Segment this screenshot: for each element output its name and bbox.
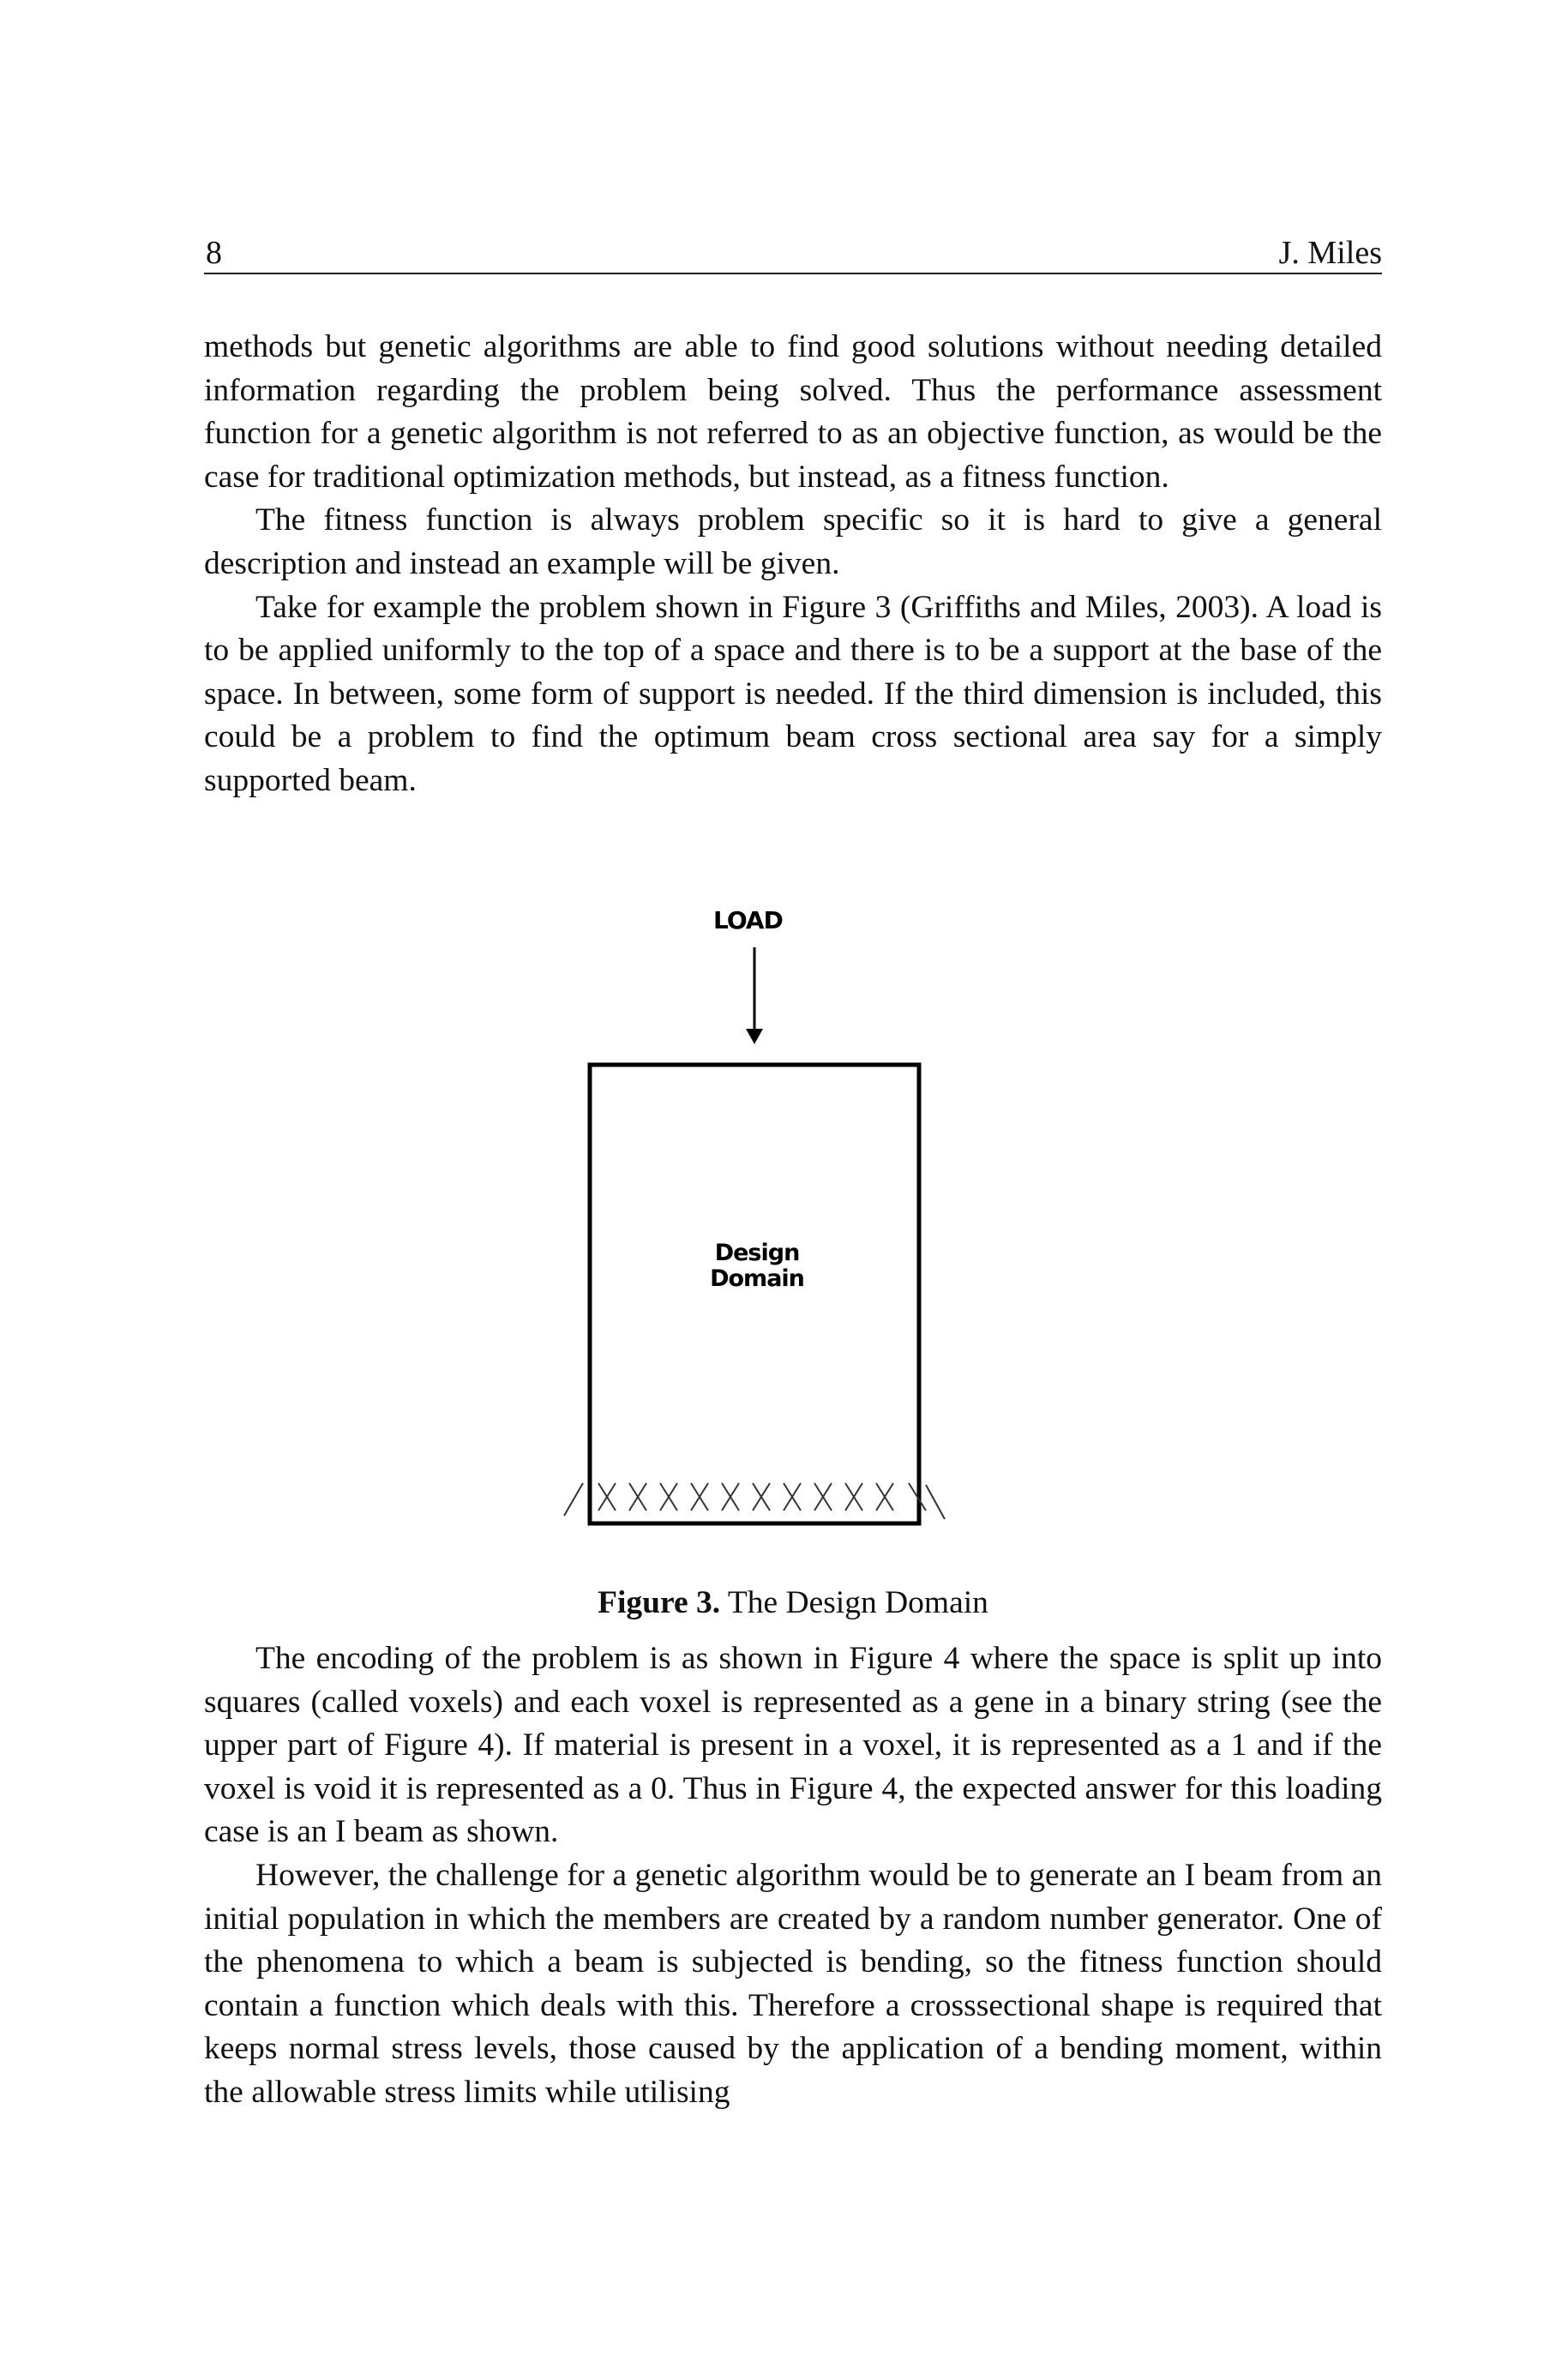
caption-number: Figure 3. (598, 1585, 721, 1620)
running-author: J. Miles (1278, 235, 1382, 271)
caption-text: The Design Domain (727, 1585, 988, 1620)
paragraph: However, the challenge for a genetic algorithm would be to generate an I beam from an initial population in which the members are created by a random number generator. One of the phenomena to which a beam is subjected is bending, so the fitness function should contain a function which deals with this. Therefore a crosssectional shape is required that keeps normal stress levels, those caused by the application of a bending moment, within the allowable stress limits while utilising (204, 1857, 1382, 2110)
body-text-top (204, 326, 1382, 803)
running-header (204, 233, 1382, 274)
design-domain-label-line: Domain (710, 1265, 804, 1292)
paragraph: The fitness function is always problem specific so it is hard to give a general description and instead an example will be given. (204, 502, 1382, 581)
body-text-bottom (204, 1637, 1382, 2115)
design-domain-label (701, 1241, 813, 1292)
design-domain-diagram (549, 900, 960, 1535)
page-number: 8 (206, 235, 222, 271)
paragraph: Take for example the problem shown in Figure 3 (Griffiths and Miles, 2003). A load is to be applied uniformly to the top of a space and there is to be a support at the base of the space. In between, some form of support is needed. If the third dimension is included, this could be a problem to find the optimum beam cross sectional area say for a simply supported beam. (204, 589, 1382, 798)
paragraph: methods but genetic algorithms are able to find good solutions without needing detailed information regarding the problem being solved. Thus the performance assessment function for a genetic algorithm is not referred to as an objective function, as would be the case for traditional optimization methods, but instead, as a fitness function. (204, 329, 1382, 495)
support-hatching (564, 1483, 945, 1519)
load-arrow-head-icon (746, 1029, 763, 1044)
figure-caption (204, 1582, 1382, 1625)
load-label: LOAD (713, 906, 783, 934)
figure-design-domain (549, 900, 960, 1535)
design-domain-label-line: Design (714, 1240, 800, 1266)
design-domain-box (590, 1065, 919, 1523)
paragraph: The encoding of the problem is as shown in Figure 4 where the space is split up into squares (called voxels) and each voxel is represented as a gene in a binary string (see the upper part of Figure 4). If material is present in a voxel, it is represented as a 1 and if the voxel is void it is represented as a 0. Thus in Figure 4, the expected answer for this loading case is an I beam as shown. (204, 1641, 1382, 1850)
